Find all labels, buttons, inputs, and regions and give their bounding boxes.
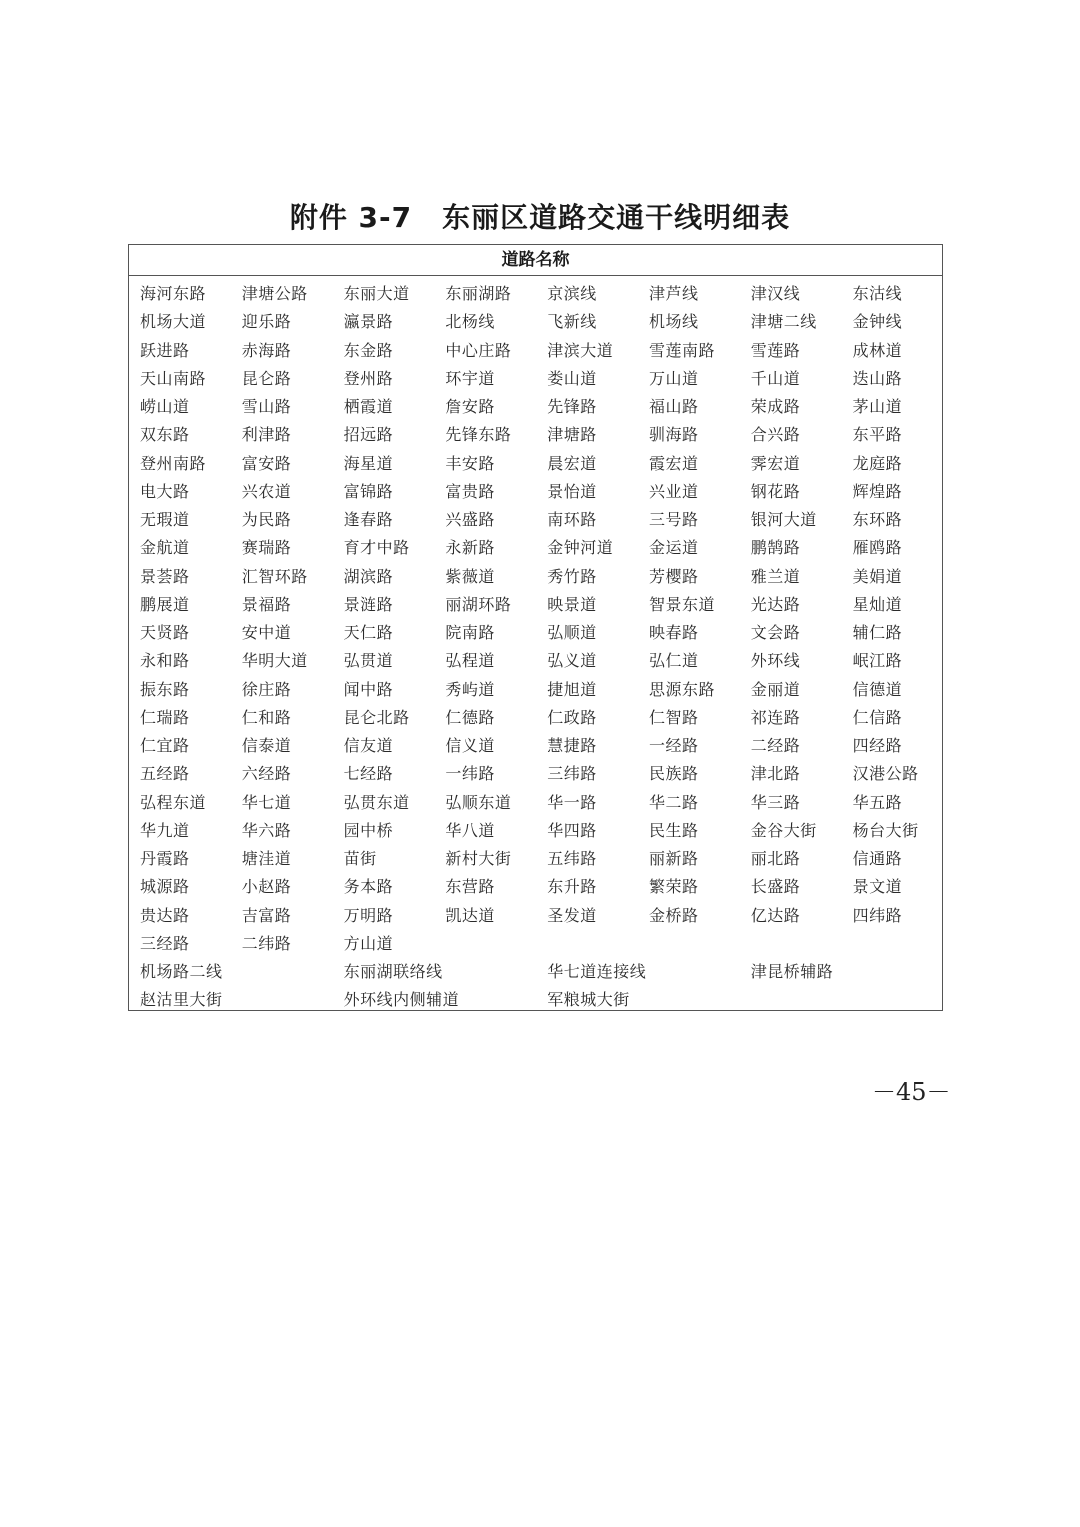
road-name-cell: 辅仁路 (852, 623, 903, 642)
road-name-cell: 利津路 (241, 425, 292, 445)
road-name-cell: 汇智环路 (241, 566, 308, 586)
attachment-number: 附件 3-7 (289, 201, 413, 234)
road-name-cell: 富安路 (241, 453, 292, 473)
road-name-cell: 先锋东路 (445, 425, 512, 445)
road-name-cell: 长盛路 (750, 877, 801, 897)
road-name-cell: 信通路 (852, 849, 903, 868)
road-name-cell (751, 930, 853, 958)
road-name-cell: 安中道 (241, 623, 292, 642)
road-name-cell: 电大路 (140, 481, 190, 501)
road-name-cell: 登州路 (343, 368, 394, 388)
road-name-cell: 荣成路 (750, 397, 801, 416)
road-name-cell: 一纬路 (445, 764, 495, 784)
road-name-cell: 华二路 (648, 792, 699, 812)
road-name-cell: 景福路 (241, 594, 292, 614)
road-name-cell: 民生路 (648, 820, 699, 840)
road-name-cell: 兴业道 (648, 481, 699, 501)
road-name-cell: 信友道 (343, 736, 394, 755)
road-name-cell: 辉煌路 (852, 481, 903, 501)
road-name-cell: 迭山路 (852, 368, 903, 388)
road-name-cell: 雅兰道 (750, 566, 801, 586)
road-name-cell: 华五路 (852, 792, 903, 812)
road-name-cell: 南环路 (547, 510, 597, 529)
road-name-cell: 务本路 (343, 877, 394, 897)
road-name-cell: 为民路 (241, 510, 292, 529)
road-name-cell (649, 930, 751, 958)
road-name-cell: 闻中路 (343, 679, 394, 699)
road-name-cell: 金航道 (140, 538, 190, 558)
road-name-cell: 华一路 (547, 792, 597, 812)
road-name-cell: 东丽湖联络线 (343, 962, 443, 981)
road-name-cell: 慧捷路 (547, 736, 597, 755)
road-name-cell: 逢春路 (343, 510, 394, 529)
road-name-cell: 雪山路 (241, 397, 292, 416)
road-name-cell: 丹霞路 (140, 849, 190, 868)
road-name-cell: 弘贯道 (343, 651, 394, 671)
road-name-cell: 金钟河道 (547, 538, 614, 558)
road-name-cell: 美娟道 (852, 566, 903, 586)
road-name-cell: 杨台大街 (852, 820, 919, 840)
road-name-cell: 祁连路 (750, 707, 801, 727)
road-name-cell: 丽湖环路 (445, 594, 512, 614)
road-name-cell: 娄山道 (547, 368, 597, 388)
road-name-cell: 捷旭道 (547, 679, 597, 699)
road-name-cell: 七经路 (343, 764, 394, 784)
road-name-cell: 信德道 (852, 679, 903, 699)
road-name-cell: 汉港公路 (852, 764, 919, 784)
road-name-cell: 星灿道 (852, 594, 903, 614)
table-title: 东丽区道路交通干线明细表 (442, 201, 791, 234)
road-name-cell: 千山道 (750, 368, 801, 388)
road-name-cell: 繁荣路 (648, 877, 699, 897)
road-name-cell: 机场路二线 (140, 962, 223, 981)
road-name-cell: 津昆桥辅路 (750, 962, 834, 981)
road-name-cell: 东丽湖路 (445, 284, 512, 303)
road-name-cell: 金丽道 (750, 679, 801, 699)
road-name-cell: 仁政路 (547, 707, 597, 727)
road-name-cell: 映春路 (648, 623, 699, 642)
road-name-cell: 飞新线 (547, 312, 597, 332)
road-name-cell: 跃进路 (140, 340, 190, 360)
road-name-cell: 津塘公路 (241, 284, 308, 303)
road-name-cell: 昆仑北路 (343, 707, 410, 727)
road-name-cell (853, 930, 955, 958)
road-name-cell: 三号路 (648, 510, 699, 529)
road-name-cell: 东金路 (343, 340, 394, 360)
road-name-cell: 登州南路 (140, 453, 207, 473)
road-name-cell: 民族路 (648, 764, 699, 784)
road-name-cell: 景涟路 (343, 594, 394, 614)
road-list-table (128, 244, 943, 1011)
road-name-cell: 弘顺道 (547, 623, 597, 642)
road-name-cell: 振东路 (140, 679, 190, 699)
road-name-cell: 仁智路 (648, 707, 699, 727)
road-name-cell: 东沽线 (852, 284, 903, 303)
road-name-cell: 贵达路 (140, 905, 190, 925)
road-name-cell: 二经路 (750, 736, 801, 755)
road-name-cell: 院南路 (445, 623, 495, 642)
road-name-cell: 仁瑞路 (140, 707, 190, 727)
road-name-cell: 秀屿道 (445, 679, 495, 699)
road-name-cell: 津滨大道 (547, 340, 614, 360)
road-name-cell: 津北路 (750, 764, 801, 784)
road-name-cell: 永新路 (445, 538, 495, 558)
road-name-cell: 丰安路 (445, 453, 495, 473)
road-name-cell: 徐庄路 (241, 679, 292, 699)
road-name-cell: 苗街 (343, 849, 377, 868)
road-name-cell: 先锋路 (547, 397, 597, 416)
road-name-cell: 双东路 (140, 425, 190, 445)
road-name-cell: 弘程道 (445, 651, 495, 671)
road-name-cell: 赵沽里大街 (140, 990, 223, 1010)
road-name-cell: 津汉线 (750, 284, 801, 303)
road-name-cell: 茅山道 (852, 397, 903, 416)
road-name-cell: 智景东道 (648, 594, 715, 614)
road-name-cell: 吉富路 (241, 905, 292, 925)
road-name-cell: 东升路 (547, 877, 597, 897)
road-name-cell: 三纬路 (547, 764, 597, 784)
road-name-cell: 成林道 (852, 340, 903, 360)
road-name-cell: 无瑕道 (140, 510, 190, 529)
road-name-cell: 弘贯东道 (343, 792, 410, 812)
road-name-cell: 晨宏道 (547, 453, 597, 473)
road-name-cell: 紫薇道 (445, 566, 495, 586)
road-name-cell: 华六路 (241, 820, 292, 840)
road-name-cell: 华明大道 (241, 651, 308, 671)
road-name-cell: 雪莲南路 (648, 340, 715, 360)
road-name-cell: 鹏鹄路 (750, 538, 801, 558)
road-name-cell: 仁信路 (852, 707, 903, 727)
road-name-cell: 环宇道 (445, 368, 495, 388)
road-name-cell: 合兴路 (750, 425, 801, 445)
road-name-cell: 二纬路 (241, 933, 292, 953)
road-name-cell: 兴农道 (241, 481, 292, 501)
road-name-cell: 弘仁道 (648, 651, 699, 671)
road-name-cell: 金钟线 (852, 312, 903, 332)
road-name-cell: 育才中路 (343, 538, 410, 558)
road-name-cell: 五纬路 (547, 849, 597, 868)
road-name-cell: 雁鸥路 (852, 538, 903, 558)
road-name-cell: 霁宏道 (750, 453, 801, 473)
road-name-cell: 津芦线 (648, 284, 699, 303)
road-name-cell: 东环路 (852, 510, 903, 529)
road-name-cell: 驯海路 (648, 425, 699, 445)
road-name-cell: 万山道 (648, 368, 699, 388)
road-name-cell: 城源路 (140, 877, 190, 897)
road-name-cell: 福山路 (648, 397, 699, 416)
table-header: 道路名称 (129, 245, 942, 276)
road-name-cell: 丽北路 (750, 849, 801, 868)
road-name-cell: 迎乐路 (241, 312, 292, 332)
road-name-cell: 海星道 (343, 453, 394, 473)
road-name-cell: 弘义道 (547, 651, 597, 671)
road-name-cell: 津塘二线 (750, 312, 817, 332)
road-name-cell: 六经路 (241, 764, 292, 784)
road-name-cell: 秀竹路 (547, 566, 597, 586)
road-name-cell: 映景道 (547, 594, 597, 614)
road-name-cell: 鹏展道 (140, 594, 190, 614)
road-name-cell: 天山南路 (140, 368, 207, 388)
road-name-cell: 三经路 (140, 933, 190, 953)
road-name-cell: 园中桥 (343, 820, 394, 840)
road-name-cell: 弘程东道 (140, 792, 207, 812)
road-name-cell: 栖霞道 (343, 397, 394, 416)
road-name-cell: 昆仑路 (241, 368, 292, 388)
road-name-cell: 京滨线 (547, 284, 597, 303)
road-name-cell: 仁宜路 (140, 736, 190, 755)
road-name-cell: 雪莲路 (750, 340, 801, 360)
road-name-cell: 塘洼道 (241, 849, 292, 868)
road-name-cell: 思源东路 (648, 679, 715, 699)
road-name-cell: 万明路 (343, 905, 394, 925)
road-name-cell: 海河东路 (140, 284, 207, 303)
road-grid (129, 276, 942, 1015)
road-name-cell: 机场大道 (140, 312, 207, 332)
road-name-cell: 詹安路 (445, 397, 495, 416)
road-name-cell: 信泰道 (241, 736, 292, 755)
road-name-cell: 富贵路 (445, 481, 495, 501)
road-name-cell: 金桥路 (648, 905, 699, 925)
road-name-cell: 四纬路 (852, 905, 903, 925)
road-name-cell (547, 930, 649, 958)
road-name-cell: 亿达路 (750, 905, 801, 925)
road-name-cell: 景怡道 (547, 481, 597, 501)
road-name-cell: 湖滨路 (343, 566, 394, 586)
road-name-cell: 小赵路 (241, 877, 292, 897)
document-title (0, 196, 1080, 236)
road-name-cell: 文会路 (750, 623, 801, 642)
road-name-cell: 机场线 (648, 312, 699, 332)
road-name-cell: 华八道 (445, 820, 495, 840)
road-name-cell: 华七道连接线 (547, 962, 647, 981)
road-name-cell: 军粮城大街 (547, 990, 630, 1010)
road-name-cell: 津塘路 (547, 425, 597, 445)
road-name-cell: 霞宏道 (648, 453, 699, 473)
road-name-cell: 招远路 (343, 425, 394, 445)
road-name-cell: 东营路 (445, 877, 495, 897)
road-name-cell: 丽新路 (648, 849, 699, 868)
road-name-cell: 银河大道 (750, 510, 817, 529)
road-name-cell: 中心庄路 (445, 340, 512, 360)
road-name-cell: 岷江路 (852, 651, 903, 671)
road-name-cell: 华四路 (547, 820, 597, 840)
road-name-cell: 北杨线 (445, 312, 495, 332)
road-name-cell: 富锦路 (343, 481, 394, 501)
road-name-cell: 方山道 (343, 933, 394, 953)
road-name-cell: 景荟路 (140, 566, 190, 586)
road-name-cell: 金运道 (648, 538, 699, 558)
road-name-cell: 五经路 (140, 764, 190, 784)
road-name-cell: 弘顺东道 (445, 792, 512, 812)
road-name-cell: 赛瑞路 (241, 538, 292, 558)
road-name-cell: 信义道 (445, 736, 495, 755)
road-name-cell: 钢花路 (750, 481, 801, 501)
road-name-cell: 仁和路 (241, 707, 292, 727)
road-name-cell: 龙庭路 (852, 453, 903, 473)
road-name-cell: 华三路 (750, 792, 801, 812)
road-name-cell: 天仁路 (343, 623, 394, 642)
page-number: －45－ (872, 1078, 951, 1106)
road-name-cell: 四经路 (852, 736, 903, 755)
road-name-cell: 天贤路 (140, 623, 190, 642)
road-name-cell: 光达路 (750, 594, 801, 614)
road-name-cell: 华七道 (241, 792, 292, 812)
road-name-cell: 外环线 (750, 651, 801, 671)
road-name-cell: 外环线内侧辅道 (343, 990, 460, 1010)
road-name-cell: 崂山道 (140, 397, 190, 416)
road-name-cell: 东丽大道 (343, 284, 410, 303)
road-name-cell: 凯达道 (445, 905, 495, 925)
road-name-cell (751, 986, 955, 1014)
road-name-cell: 华九道 (140, 820, 190, 840)
road-name-cell (445, 930, 547, 958)
road-name-cell: 圣发道 (547, 905, 597, 925)
road-name-cell: 金谷大街 (750, 820, 817, 840)
road-name-cell: 一经路 (648, 736, 699, 755)
road-name-cell: 新村大街 (445, 849, 512, 868)
road-name-cell: 兴盛路 (445, 510, 495, 529)
road-name-cell: 景文道 (852, 877, 903, 897)
road-name-cell: 赤海路 (241, 340, 292, 360)
road-name-cell: 芳樱路 (648, 566, 699, 586)
road-name-cell: 东平路 (852, 425, 903, 445)
road-name-cell: 瀛景路 (343, 312, 394, 332)
road-name-cell: 仁德路 (445, 707, 495, 727)
road-name-cell: 永和路 (140, 651, 190, 671)
